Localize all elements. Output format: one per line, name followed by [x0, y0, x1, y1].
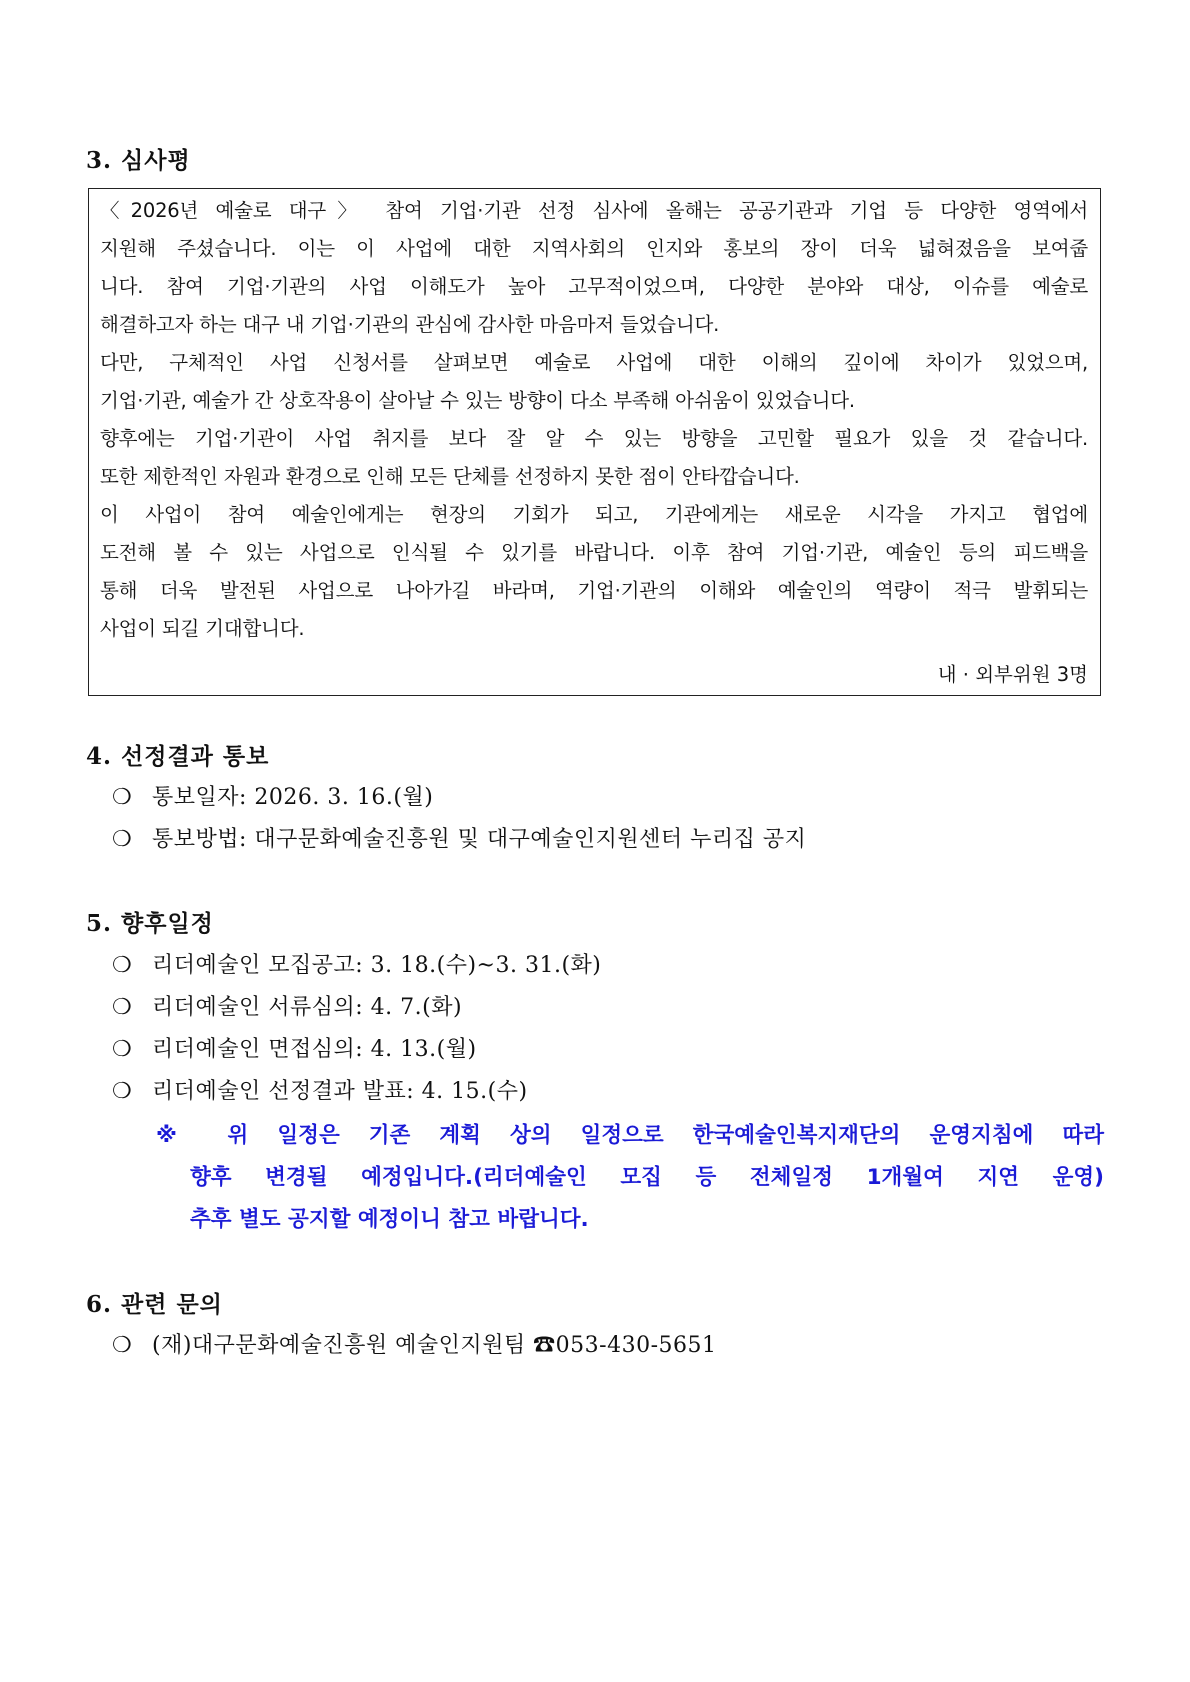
- review-line: 통해 더욱 발전된 사업으로 나아가길 바라며, 기업·기관의 이해와 예술인의 역량이 적극 발휘되는: [100, 579, 1088, 602]
- schedule-item: 리더예술인 서류심의: 4. 7.(화): [152, 995, 463, 1020]
- review-line: 기업·기관, 예술가 간 상호작용이 살아날 수 있는 방향이 다소 부족해 아쉬움이 있었습니다.: [100, 389, 855, 412]
- schedule-item: 리더예술인 면접심의: 4. 13.(월): [152, 1037, 477, 1062]
- review-line: 다만, 구체적인 사업 신청서를 살펴보면 예술로 사업에 대한 이해의 깊이에 차이가 있었으며,: [100, 351, 1088, 374]
- bullet-icon: ❍: [112, 953, 133, 978]
- bullet-icon: ❍: [112, 785, 133, 810]
- section-4-title: 4. 선정결과 통보: [86, 743, 270, 770]
- notice-date: 통보일자: 2026. 3. 16.(월): [152, 785, 434, 810]
- schedule-note: ※ 위 일정은 기존 계획 상의 일정으로 한국예술인복지재단의 운영지침에 따라: [156, 1123, 1104, 1148]
- schedule-item: 리더예술인 모집공고: 3. 18.(수)~3. 31.(화): [152, 953, 602, 978]
- section-5-title: 5. 향후일정: [86, 910, 214, 937]
- review-line: 니다. 참여 기업·기관의 사업 이해도가 높아 고무적이었으며, 다양한 분야와 대상, 이슈를 예술로: [100, 275, 1088, 298]
- review-line: 〈2026년 예술로 대구〉 참여 기업·기관 선정 심사에 올해는 공공기관과 기업 등 다양한 영역에서: [100, 199, 1088, 222]
- contact-info: (재)대구문화예술진흥원 예술인지원팀 ☎053-430-5651: [152, 1333, 717, 1358]
- list-item: [112, 1032, 477, 1063]
- review-box: [88, 188, 1101, 696]
- list-item: [112, 990, 462, 1021]
- bullet-icon: ❍: [112, 1037, 133, 1062]
- section-6-title: 6. 관련 문의: [86, 1291, 223, 1318]
- review-line: 이 사업이 참여 예술인에게는 현장의 기회가 되고, 기관에게는 새로운 시각을 가지고 협업에: [100, 503, 1088, 526]
- list-item: [112, 1328, 717, 1359]
- schedule-note: 향후 변경될 예정입니다.(리더예술인 모집 등 전체일정 1개월여 지연 운영): [190, 1165, 1104, 1190]
- bullet-icon: ❍: [112, 1333, 133, 1358]
- list-item: [112, 780, 433, 811]
- review-line: 도전해 볼 수 있는 사업으로 인식될 수 있기를 바랍니다. 이후 참여 기업·기관, 예술인 등의 피드백을: [100, 541, 1088, 564]
- review-line: 사업이 되길 기대합니다.: [100, 617, 305, 640]
- section-3-title: 3. 심사평: [86, 147, 191, 174]
- list-item: [112, 1074, 528, 1105]
- review-line: 지원해 주셨습니다. 이는 이 사업에 대한 지역사회의 인지와 홍보의 장이 더욱 넓혀졌음을 보여줍: [100, 237, 1088, 260]
- review-signature: 내 · 외부위원 3명: [937, 663, 1088, 686]
- bullet-icon: ❍: [112, 1079, 133, 1104]
- review-line: 해결하고자 하는 대구 내 기업·기관의 관심에 감사한 마음마저 들었습니다.: [100, 313, 720, 336]
- list-item: [112, 948, 601, 979]
- review-line: 향후에는 기업·기관이 사업 취지를 보다 잘 알 수 있는 방향을 고민할 필요가 있을 것 같습니다.: [100, 427, 1088, 450]
- notice-method: 통보방법: 대구문화예술진흥원 및 대구예술인지원센터 누리집 공지: [152, 827, 807, 852]
- review-line: 또한 제한적인 자원과 환경으로 인해 모든 단체를 선정하지 못한 점이 안타깝습니다.: [100, 465, 800, 488]
- schedule-note: 추후 별도 공지할 예정이니 참고 바랍니다.: [190, 1207, 589, 1232]
- bullet-icon: ❍: [112, 827, 133, 852]
- schedule-item: 리더예술인 선정결과 발표: 4. 15.(수): [152, 1079, 528, 1104]
- list-item: [112, 822, 806, 853]
- bullet-icon: ❍: [112, 995, 133, 1020]
